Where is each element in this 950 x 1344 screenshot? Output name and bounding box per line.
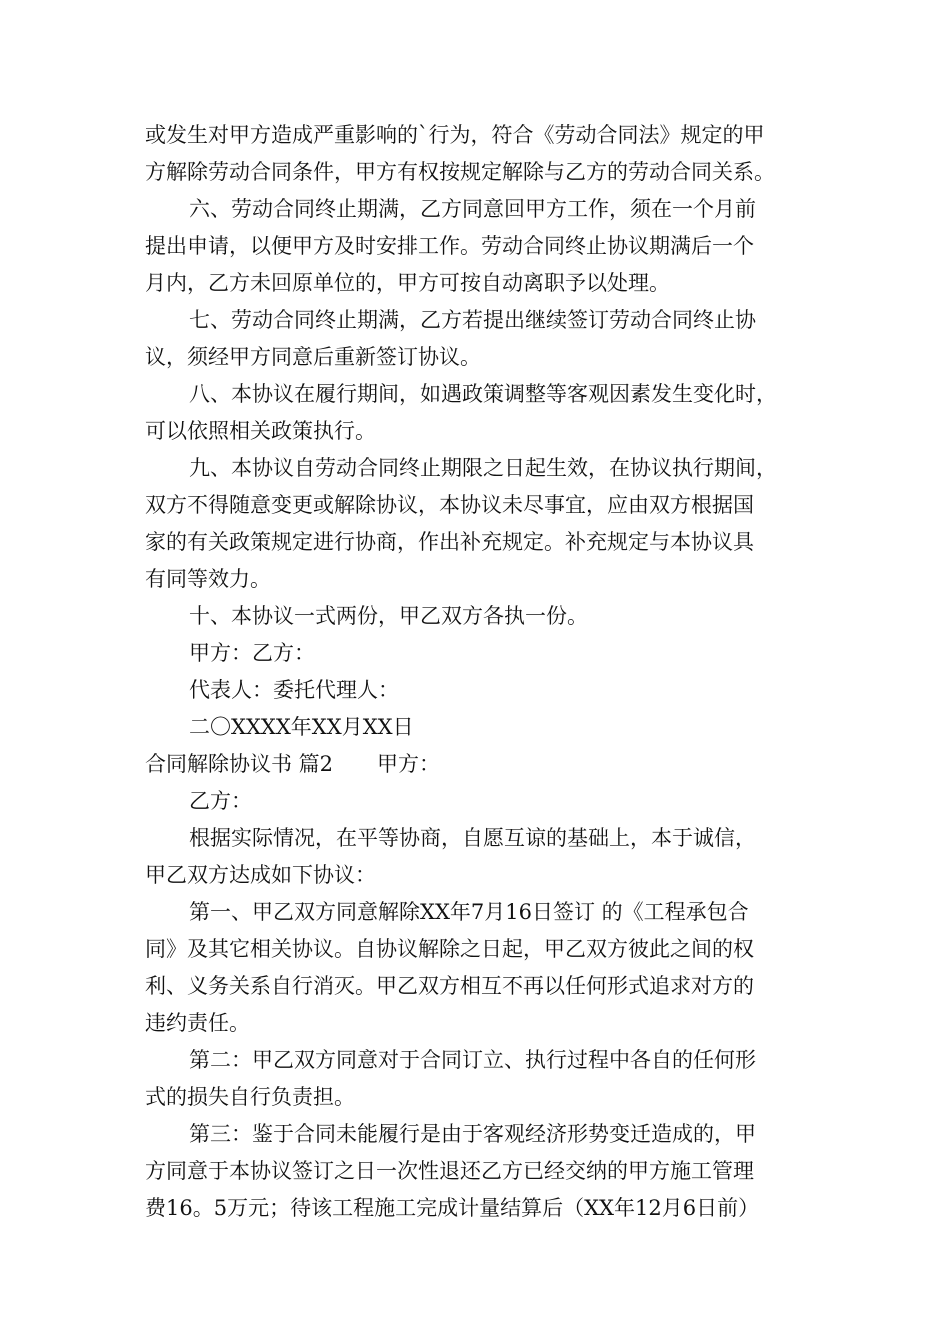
signature-representatives-line: 代表人：委托代理人： bbox=[189, 678, 399, 702]
text-line: 议，须经甲方同意后重新签订协议。 bbox=[145, 345, 481, 369]
text-line: 第三：鉴于合同未能履行是由于客观经济形势变迁造成的，甲 bbox=[189, 1122, 756, 1146]
text-line: 甲乙双方达成如下协议： bbox=[145, 863, 376, 887]
text-line: 方解除劳动合同条件，甲方有权按规定解除与乙方的劳动合同关系。 bbox=[145, 160, 775, 184]
section-heading-line bbox=[145, 746, 825, 783]
text-line: 提出申请，以便甲方及时安排工作。劳动合同终止协议期满后一个 bbox=[145, 234, 754, 258]
text-line: 费16。5万元；待该工程施工完成计量结算后（XX年12月6日前） bbox=[145, 1196, 760, 1220]
text-line: 月内，乙方未回原单位的，甲方可按自动离职予以处理。 bbox=[145, 271, 670, 295]
text-line: 同》及其它相关协议。自协议解除之日起，甲乙双方彼此之间的权 bbox=[145, 937, 754, 961]
section-heading: 合同解除协议书 篇2 bbox=[145, 752, 334, 776]
text-line: 家的有关政策规定进行协商，作出补充规定。补充规定与本协议具 bbox=[145, 530, 754, 554]
text-line: 第一、甲乙双方同意解除XX年7月16日签订 的《工程承包合 bbox=[189, 900, 749, 924]
text-line: 式的损失自行负责担。 bbox=[145, 1085, 355, 1109]
text-line: 或发生对甲方造成严重影响的`行为，符合《劳动合同法》规定的甲 bbox=[145, 123, 765, 147]
text-line: 方同意于本协议签订之日一次性退还乙方已经交纳的甲方施工管理 bbox=[145, 1159, 754, 1183]
text-line: 可以依照相关政策执行。 bbox=[145, 419, 376, 443]
text-line: 违约责任。 bbox=[145, 1011, 250, 1035]
text-line: 第二：甲乙双方同意对于合同订立、执行过程中各自的任何形 bbox=[189, 1048, 756, 1072]
text-line: 根据实际情况，在平等协商，自愿互谅的基础上，本于诚信， bbox=[189, 826, 756, 850]
text-line: 九、本协议自劳动合同终止期限之日起生效，在协议执行期间， bbox=[189, 456, 777, 480]
party-a-label: 甲方： bbox=[377, 752, 441, 776]
text-line: 七、劳动合同终止期满，乙方若提出继续签订劳动合同终止协 bbox=[189, 308, 756, 332]
text-line: 双方不得随意变更或解除协议，本协议未尽事宜，应由双方根据国 bbox=[145, 493, 754, 517]
document-page bbox=[145, 117, 825, 1227]
text-line: 八、本协议在履行期间，如遇政策调整等客观因素发生变化时， bbox=[189, 382, 777, 406]
text-line: 十、本协议一式两份，甲乙双方各执一份。 bbox=[189, 604, 588, 628]
party-b-label: 乙方： bbox=[189, 789, 252, 813]
text-line: 有同等效力。 bbox=[145, 567, 271, 591]
date-line: 二〇XXXX年XX月XX日 bbox=[189, 715, 414, 739]
text-line: 利、义务关系自行消灭。甲乙双方相互不再以任何形式追求对方的 bbox=[145, 974, 754, 998]
signature-parties-line: 甲方：乙方： bbox=[189, 641, 315, 665]
text-line: 六、劳动合同终止期满，乙方同意回甲方工作，须在一个月前 bbox=[189, 197, 756, 221]
